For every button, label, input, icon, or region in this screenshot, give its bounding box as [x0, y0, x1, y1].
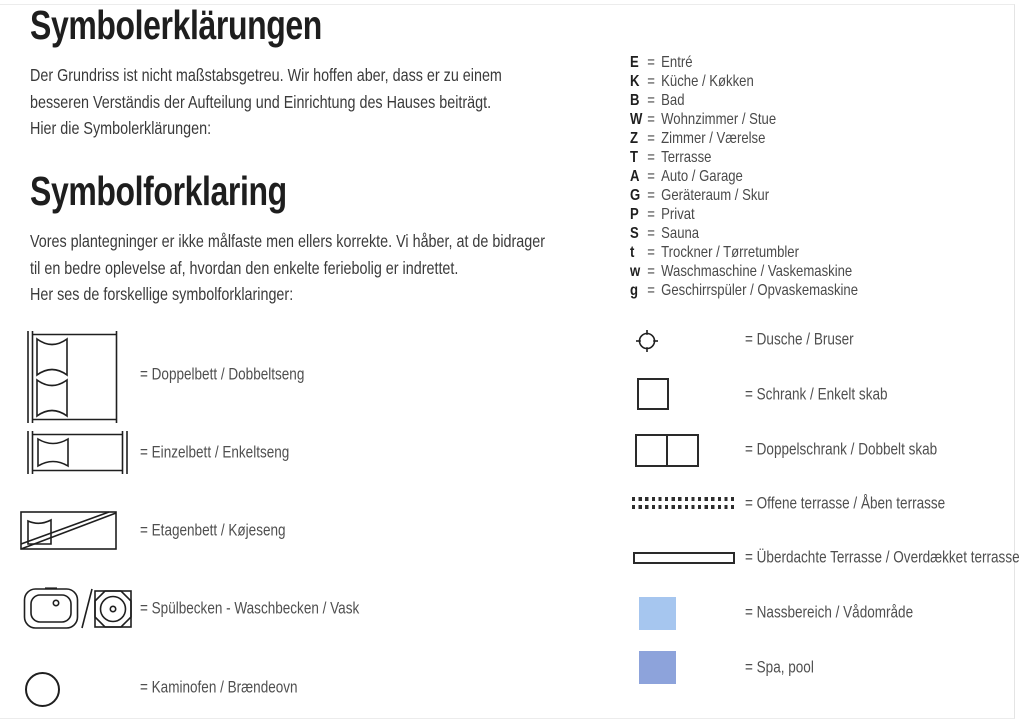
page-title-german: Symbolerklärungen — [30, 2, 322, 48]
abbreviation-value: Bad — [661, 92, 685, 110]
intro-text-danish — [30, 228, 545, 308]
intro-danish-line: til en bedre oplevelse af, hvordan den enkelte feriebolig er indrettet. — [30, 257, 459, 278]
abbreviation-value: Sauna — [661, 224, 700, 242]
spa-pool-swatch — [639, 651, 676, 684]
intro-danish-line: Her ses de forskellige symbolforklaringer: — [30, 284, 294, 304]
abbreviation-value: Trockner / Tørretumbler — [661, 243, 799, 261]
equals-sign: = — [647, 262, 655, 280]
double-cabinet-icon — [635, 434, 699, 467]
dash-row — [632, 505, 736, 509]
abbreviation-row — [630, 111, 858, 130]
abbreviation-key: K — [630, 73, 640, 91]
symbol-label-single-bed: = Einzelbett / Enkeltseng — [140, 443, 290, 462]
equals-sign: = — [647, 205, 655, 223]
abbreviation-key: t — [630, 243, 635, 261]
abbreviation-key: T — [630, 149, 639, 167]
equals-sign: = — [647, 281, 655, 299]
abbreviation-value: Waschmaschine / Vaskemaskine — [661, 262, 853, 280]
page-title-danish: Symbolforklaring — [30, 168, 287, 214]
intro-danish-line: Vores plantegninger er ikke målfaste men ellers korrekte. Vi håber, at de bidrager — [30, 231, 546, 251]
abbreviation-row — [630, 281, 858, 300]
abbreviation-row — [630, 262, 858, 281]
abbreviation-row — [630, 130, 858, 149]
abbreviation-value: Wohnzimmer / Stue — [661, 111, 777, 129]
single-cabinet-icon — [637, 378, 669, 410]
symbol-label-double-cabinet: = Doppelschrank / Dobbelt skab — [745, 440, 938, 459]
double-bed-icon — [25, 331, 120, 423]
symbol-label-bunk-bed: = Etagenbett / Køjeseng — [140, 521, 286, 540]
abbreviation-key: G — [630, 187, 641, 205]
abbreviation-key: S — [630, 224, 639, 242]
wood-stove-icon — [25, 672, 60, 707]
abbreviation-key: E — [630, 54, 639, 72]
abbreviation-row — [630, 149, 858, 168]
symbol-label-wood-stove: = Kaminofen / Brændeovn — [140, 678, 298, 697]
equals-sign: = — [647, 130, 655, 148]
equals-sign: = — [647, 187, 655, 205]
symbol-label-double-bed: = Doppelbett / Dobbeltseng — [140, 365, 305, 384]
abbreviation-row — [630, 224, 858, 243]
abbreviation-value: Küche / Køkken — [661, 73, 754, 91]
cabinet-cell — [637, 436, 666, 465]
covered-terrace-icon — [633, 552, 735, 564]
abbreviation-list — [630, 54, 858, 300]
cabinet-cell — [666, 436, 697, 465]
abbreviation-row — [630, 168, 858, 187]
abbreviation-row — [630, 54, 858, 73]
equals-sign: = — [647, 92, 655, 110]
equals-sign: = — [647, 224, 655, 242]
shower-icon — [634, 328, 660, 354]
intro-german-line: Hier die Symbolerklärungen: — [30, 118, 212, 138]
symbol-label-covered-terrace: = Überdachte Terrasse / Overdækket terrasse — [745, 548, 1020, 567]
abbreviation-row — [630, 243, 858, 262]
abbreviation-key: A — [630, 168, 640, 186]
abbreviation-key: B — [630, 92, 640, 110]
open-terrace-icon — [632, 497, 736, 509]
sink-washbasin-icon — [23, 586, 133, 631]
intro-german-line: Der Grundriss ist nicht maßstabsgetreu. Wir hoffen aber, dass er zu einem — [30, 65, 502, 85]
symbol-label-open-terrace: = Offene terrasse / Åben terrasse — [745, 494, 946, 513]
symbol-label-spa-pool: = Spa, pool — [745, 658, 814, 677]
single-bed-icon — [25, 431, 130, 474]
abbreviation-key: P — [630, 205, 639, 223]
equals-sign: = — [647, 111, 655, 129]
wet-area-swatch — [639, 597, 676, 630]
equals-sign: = — [647, 73, 655, 91]
equals-sign: = — [647, 168, 655, 186]
symbol-label-wet-area: = Nassbereich / Vådområde — [745, 603, 914, 622]
abbreviation-key: Z — [630, 130, 639, 148]
abbreviation-key: w — [630, 262, 641, 280]
abbreviation-value: Zimmer / Værelse — [661, 130, 766, 148]
abbreviation-key: W — [630, 111, 643, 129]
symbol-label-single-cabinet: = Schrank / Enkelt skab — [745, 385, 888, 404]
abbreviation-row — [630, 187, 858, 206]
abbreviation-row — [630, 206, 858, 225]
abbreviation-key: g — [630, 281, 639, 299]
abbreviation-row — [630, 73, 858, 92]
symbol-label-shower: = Dusche / Bruser — [745, 330, 854, 349]
abbreviation-value: Terrasse — [661, 149, 712, 167]
abbreviation-row — [630, 92, 858, 111]
equals-sign: = — [647, 149, 655, 167]
abbreviation-value: Auto / Garage — [661, 168, 743, 186]
symbol-label-sink: = Spülbecken - Waschbecken / Vask — [140, 599, 360, 618]
bunk-bed-icon — [20, 511, 117, 550]
equals-sign: = — [647, 54, 655, 72]
equals-sign: = — [647, 243, 655, 261]
abbreviation-value: Entré — [661, 54, 693, 72]
intro-german-line: besseren Verständis der Aufteilung und Einrichtung des Hauses beiträgt. — [30, 91, 492, 112]
intro-text-german — [30, 62, 502, 142]
abbreviation-value: Geräteraum / Skur — [661, 187, 770, 205]
dash-row — [632, 497, 736, 501]
abbreviation-value: Geschirrspüler / Opvaskemaskine — [661, 281, 859, 299]
abbreviation-value: Privat — [661, 205, 695, 223]
